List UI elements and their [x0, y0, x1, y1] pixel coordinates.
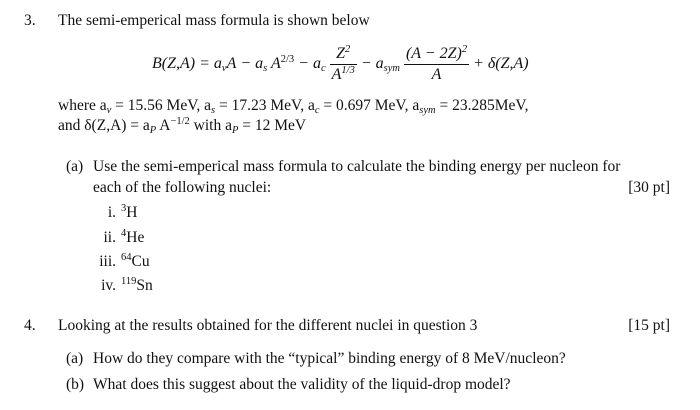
formula-pairing-term: + δ(Z,A) [473, 55, 529, 72]
q3-part-a-points: [30 pt] [628, 179, 670, 196]
formula-asym-fraction: $\frac{(A - 2Z)^2}{A}$ [405, 43, 468, 83]
formula-asym-coef: − asym [360, 55, 400, 74]
q4-points: [15 pt] [628, 317, 670, 334]
formula-volume-term: avA [213, 55, 237, 74]
q3-part-a-text-1: Use the semi-emperical mass formula to calculate the binding energy per nucleon for [93, 158, 621, 175]
formula-surface-term: − as $A^{2/3}$ [240, 54, 295, 74]
mass-formula [150, 40, 531, 88]
nucleus-4-roman: iv. [101, 277, 116, 294]
q3-number: 3. [24, 12, 36, 29]
nucleus-3: $^{64}$Cu [121, 252, 150, 270]
q4-text: Looking at the results obtained for the different nuclei in question 3 [58, 317, 478, 334]
q4-part-a-text: How do they compare with the “typical” binding energy of 8 MeV/nucleon? [93, 350, 566, 367]
q4-part-b-text: What does this suggest about the validity of the liquid-drop model? [93, 376, 511, 393]
nucleus-2-roman: ii. [103, 229, 116, 246]
q3-part-a-label: (a) [66, 158, 84, 175]
q4-part-b-label: (b) [66, 376, 85, 393]
q3-intro: The semi-emperical mass formula is shown below [58, 12, 370, 29]
pairing-line: and δ(Z,A) = aP $A^{-1/2}$ with aP = 12 MeV [58, 116, 307, 136]
nucleus-1-roman: i. [107, 204, 116, 221]
nucleus-2: $^4$He [121, 228, 145, 246]
nucleus-3-roman: iii. [99, 253, 116, 270]
q4-number: 4. [24, 317, 36, 334]
formula-lhs: B(Z,A) = [152, 55, 210, 72]
nucleus-1: $^3$H [121, 203, 138, 221]
formula-coulomb-fraction: $\frac{Z^2}{A^{1/3}}$ [331, 43, 355, 83]
formula-coulomb-coef: − ac [298, 55, 326, 74]
q4-part-a-label: (a) [66, 350, 84, 367]
nucleus-4: $^{119}$Sn [121, 276, 153, 294]
q3-part-a-text-2: each of the following nuclei: [93, 179, 272, 196]
constants-line: where av = 15.56 MeV, as = 17.23 MeV, ac = 0.697 MeV, asym = 23.285MeV, [58, 97, 529, 116]
